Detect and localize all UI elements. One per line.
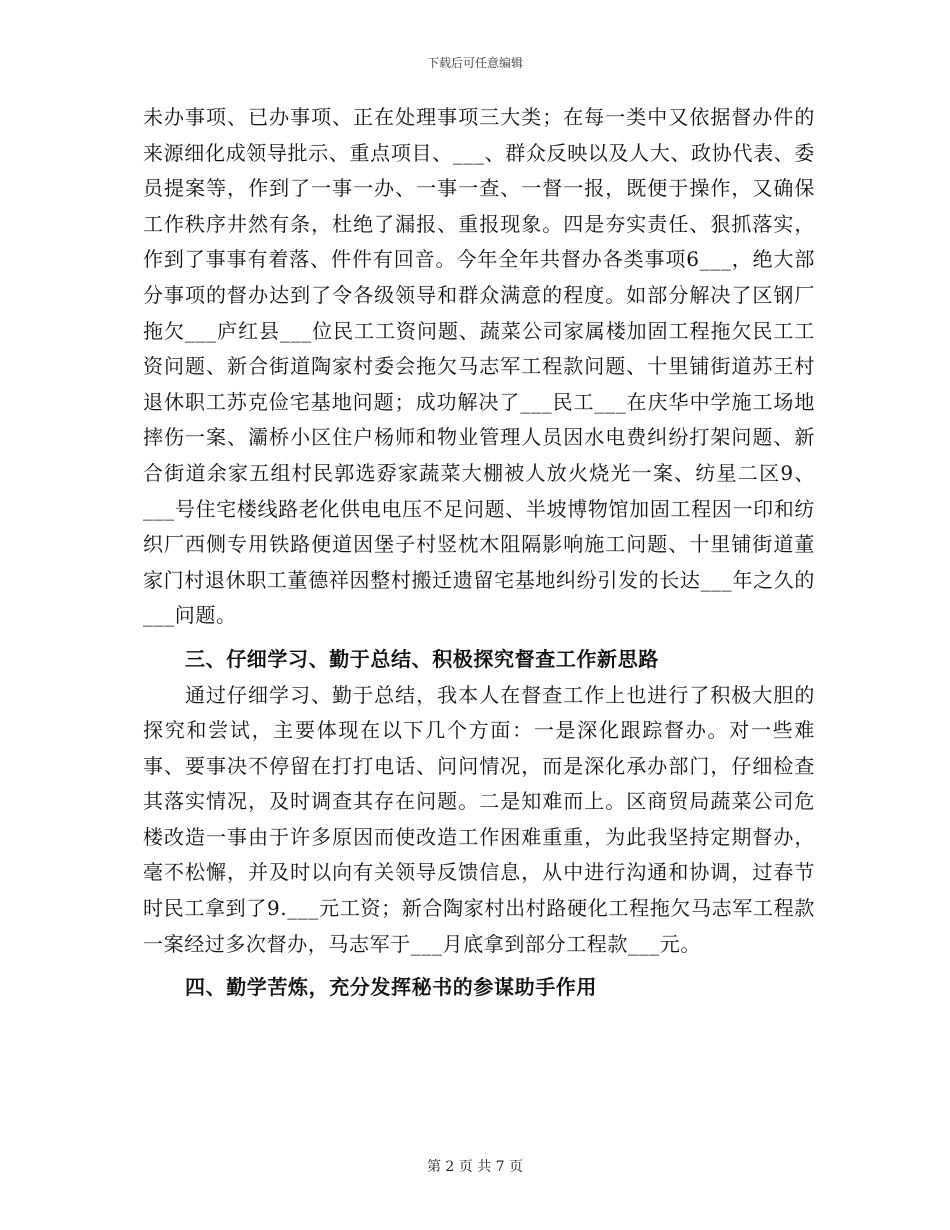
- document-body: [143, 100, 815, 1006]
- body-paragraph-1: 未办事项、已办事项、正在处理事项三大类；在每一类中又依据督办件的来源细化成领导批示、重点项目、___、群众反映以及人大、政协代表、委员提案等，作到了一事一办、一事一查、一督一报，既便于操作，又确保工作秩序井然有条，杜绝了漏报、重报现象。四是夯实责任、狠抓落实，作到了事事有着落、件件有回音。今年全年共督办各类事项6___，绝大部分事项的督办达到了令各级领导和群众满意的程度。如部分解决了区钢厂拖欠___庐红县___位民工工资问题、蔬菜公司家属楼加固工程拖欠民工工资问题、新合街道陶家村委会拖欠马志军工程款问题、十里铺街道苏王村退休职工苏克俭宅基地问题；成功解决了___民工___在庆华中学施工场地摔伤一案、灞桥小区住户杨师和物业管理人员因水电费纠纷打架问题、新合街道余家五组村民郭选孬家蔬菜大棚被人放火烧光一案、纺星二区9、___号住宅楼线路老化供电电压不足问题、半坡博物馆加固工程因一印和纺织厂西侧专用铁路便道因堡子村竖枕木阻隔影响施工问题、十里铺街道董家门村退休职工董德祥因整村搬迁遗留宅基地纠纷引发的长达___年之久的___问题。: [143, 105, 815, 628]
- page-footer: 第 2 页 共 7 页: [426, 1159, 524, 1175]
- body-paragraph-2: 通过仔细学习、勤于总结，我本人在督查工作上也进行了积极大胆的探究和尝试，主要体现在以下几个方面：一是深化跟踪督办。对一些难事、要事决不停留在打打电话、问问情况，而是深化承办部门，仔细检查其落实情况，及时调查其存在问题。二是知难而上。区商贸局蔬菜公司危楼改造一事由于许多原因而使改造工作困难重重，为此我坚持定期督办，毫不松懈，并及时以向有关领导反馈信息，从中进行沟通和协调，过春节时民工拿到了9.___元工资；新合陶家村出村路硬化工程拖欠马志军工程款一案经过多次督办，马志军于___月底拿到部分工程款___元。: [143, 682, 815, 956]
- section-heading-4: 四、勤学苦炼，充分发挥秘书的参谋助手作用: [185, 975, 597, 1000]
- page-header: 下载后可任意编辑: [426, 56, 523, 70]
- section-heading-3: 三、仔细学习、勤于总结、积极探究督查工作新思路: [185, 646, 659, 671]
